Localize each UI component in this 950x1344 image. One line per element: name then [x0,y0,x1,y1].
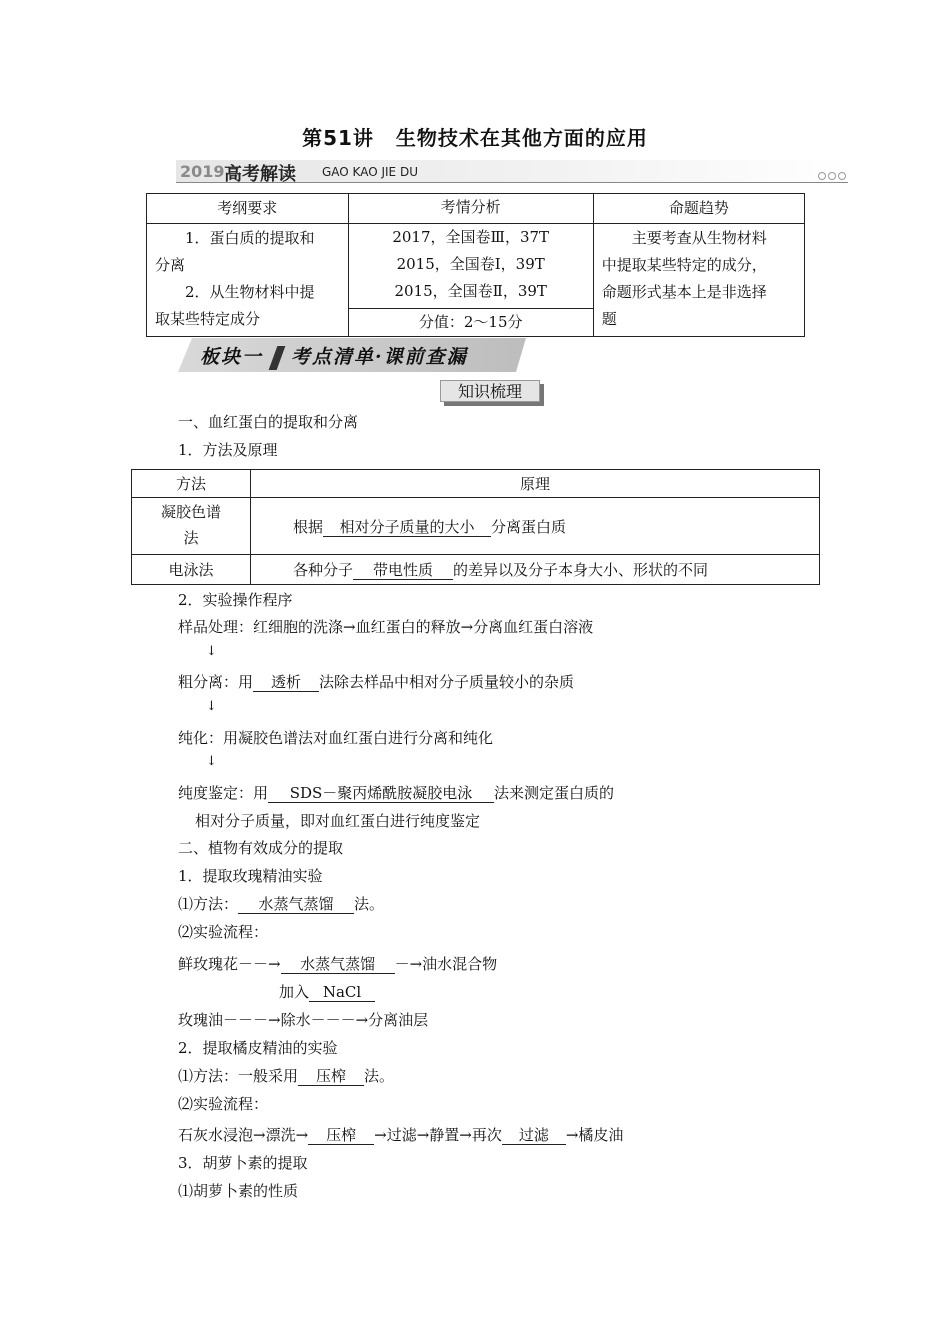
overview-table [146,193,805,337]
heading-1-1: 1．方法及原理 [178,441,278,459]
trend-cell: 主要考查从生物材料 中提取某些特定的成分， 命题形式基本上是非选择 题 [593,224,804,337]
rose-flow-1: 鲜玫瑰花－－→ 水蒸气蒸馏 －→油水混合物 [178,955,498,973]
answer-blank: 水蒸气蒸馏 [238,895,354,914]
knowledge-label: 知识梳理 [440,380,544,406]
exam-analysis-banner [176,160,848,184]
heading-1: 一、血红蛋白的提取和分离 [178,413,359,431]
section-part: 板块一 [200,346,264,368]
principle-electrophoresis: 各种分子 带电性质 的差异以及分子本身大小、形状的不同 [251,555,820,585]
orange-flow-title: ⑵实验流程： [178,1095,269,1113]
method-gel: 凝胶色谱 法 [132,498,251,555]
rose-flow-2: 玫瑰油－－－→除水－－－→分离油层 [178,1011,429,1029]
requirements-cell: 1．蛋白质的提取和 分离 2．从生物材料中提 取某些特定成分 [147,224,349,337]
heading-2-1: 1．提取玫瑰精油实验 [178,867,323,885]
step-crude: 粗分离：用 透析 法除去样品中相对分子质量较小的杂质 [178,673,575,691]
method-table [131,469,820,585]
step-identify-cont: 相对分子质量，即对血红蛋白进行纯度鉴定 [195,812,481,830]
answer-blank: 压榨 [298,1067,364,1086]
rose-method: ⑴方法： 水蒸气蒸馏 法。 [178,895,385,913]
answer-blank: NaCl [309,983,375,1002]
down-arrow-icon: ↓ [206,699,217,714]
answer-blank: 透析 [253,673,319,692]
header-trend: 命题趋势 [593,194,804,224]
heading-2-2: 2．提取橘皮精油的实验 [178,1039,338,1057]
rose-flow-title: ⑵实验流程： [178,923,269,941]
score-cell: 分值：2～15分 [348,309,593,337]
rose-add-salt: 加入 NaCl [279,981,375,1002]
step-purify: 纯化：用凝胶色谱法对血红蛋白进行分离和纯化 [178,729,494,747]
answer-blank: 相对分子质量的大小 [323,518,491,537]
banner-label-cn: 高考解读 [224,164,296,185]
step-identify: 纯度鉴定：用 SDS－聚丙烯酰胺凝胶电泳 法来测定蛋白质的 [178,784,615,802]
header-method: 方法 [132,470,251,498]
decorative-dots-icon [816,166,846,184]
answer-blank: 过滤 [502,1126,566,1145]
page-title: 第51讲 生物技术在其他方面的应用 [302,126,648,150]
header-requirements: 考纲要求 [147,194,349,224]
answer-blank: 带电性质 [353,561,453,580]
heading-2: 二、植物有效成分的提取 [178,839,344,857]
section-name: 考点清单·课前查漏 [291,346,468,368]
answer-blank: SDS－聚丙烯酰胺凝胶电泳 [268,784,494,803]
banner-year: 2019 [180,162,225,181]
answer-blank: 压榨 [308,1126,374,1145]
step-sample: 样品处理：红细胞的洗涤→血红蛋白的释放→分离血红蛋白溶液 [178,618,594,636]
orange-method: ⑴方法：一般采用 压榨 法。 [178,1067,395,1085]
method-electrophoresis: 电泳法 [132,555,251,585]
carotene-properties: ⑴胡萝卜素的性质 [178,1182,299,1200]
down-arrow-icon: ↓ [206,644,217,659]
answer-blank: 水蒸气蒸馏 [281,955,395,974]
section-banner [178,338,526,372]
header-principle: 原理 [251,470,820,498]
heading-2-3: 3．胡萝卜素的提取 [178,1154,308,1172]
banner-label-en: GAO KAO JIE DU [322,165,418,179]
heading-1-2: 2．实验操作程序 [178,591,293,609]
down-arrow-icon: ↓ [206,754,217,769]
analysis-cell: 2017，全国卷Ⅲ，37T 2015，全国卷Ⅰ，39T 2015，全国卷Ⅱ，39T [348,224,593,309]
principle-gel: 根据 相对分子质量的大小 分离蛋白质 [251,498,820,555]
header-analysis: 考情分析 [348,194,593,224]
orange-flow: 石灰水浸泡→漂洗→ 压榨 →过滤→静置→再次 过滤 →橘皮油 [178,1126,624,1144]
